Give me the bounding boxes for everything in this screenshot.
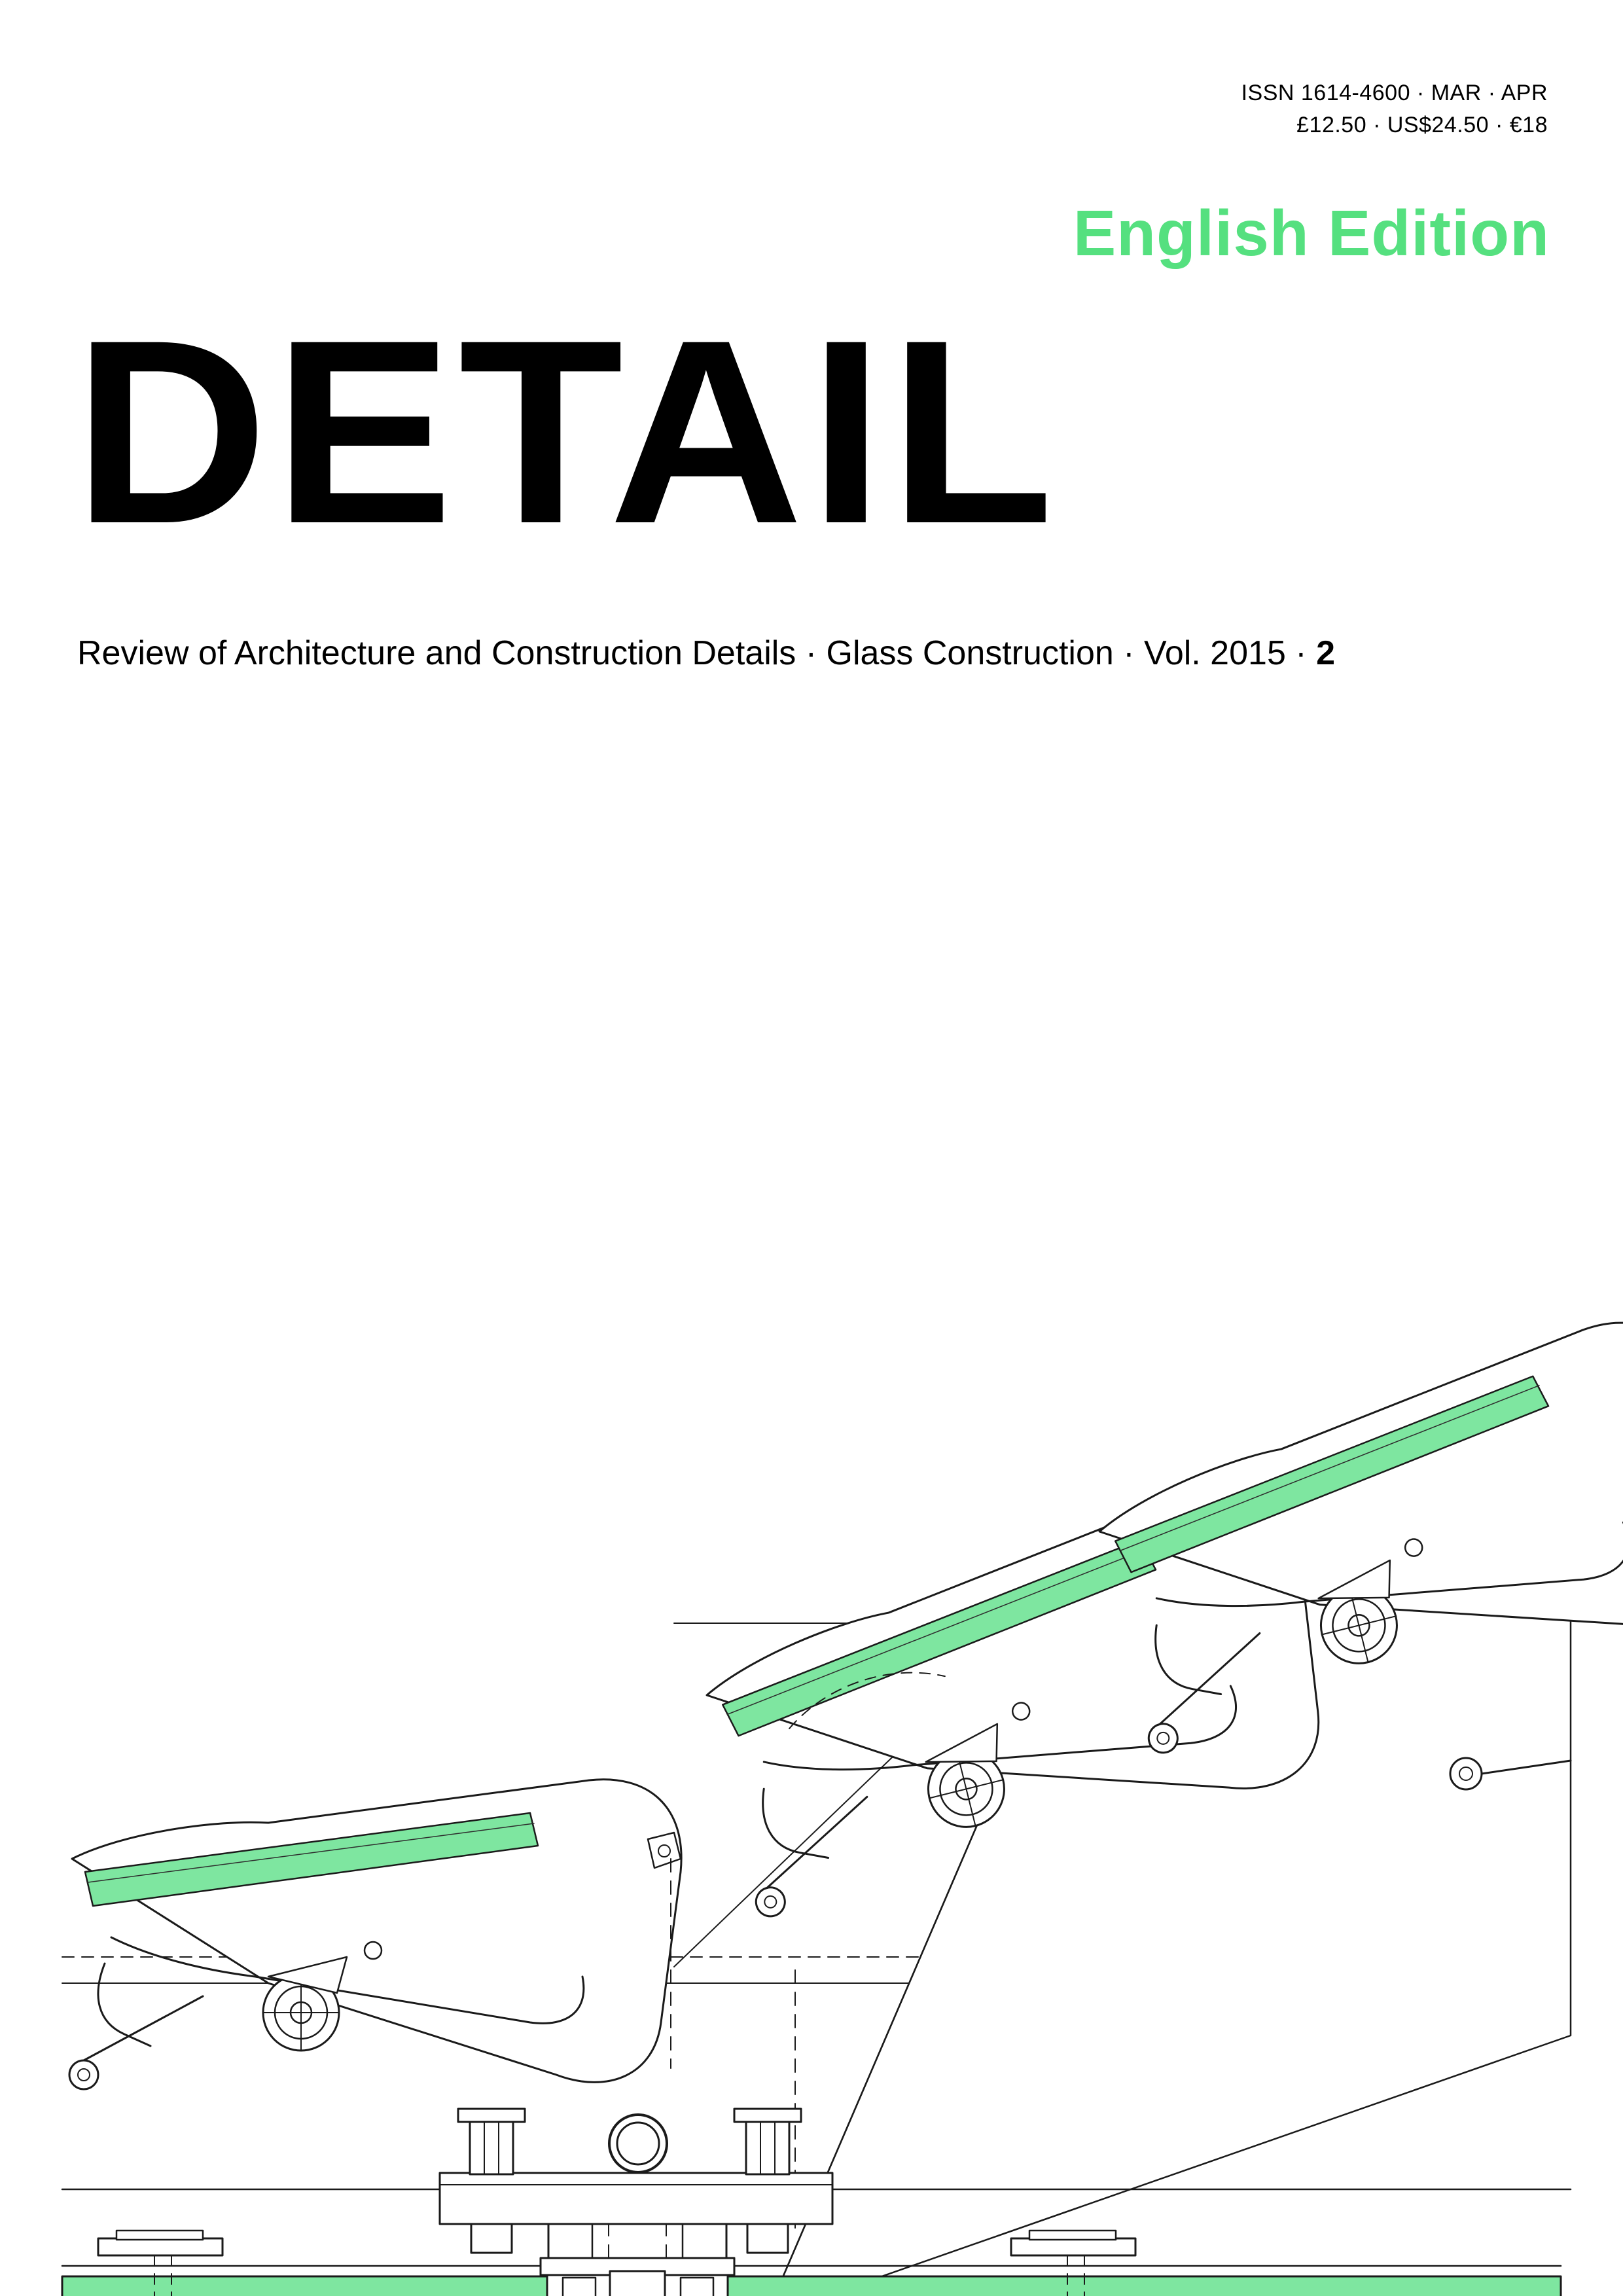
subtitle	[77, 634, 1335, 673]
edition-label: English Edition	[1073, 197, 1550, 269]
issn-price-block	[1241, 77, 1548, 142]
page-title: DETAIL	[73, 285, 1060, 578]
price-line: £12.50 · US$24.50 · €18	[1296, 113, 1548, 138]
issn-line: ISSN 1614-4600 · MAR · APR	[1241, 81, 1548, 105]
cover-illustration	[0, 753, 1623, 2296]
subtitle-issue-number: 2	[1316, 634, 1335, 672]
subtitle-main: Review of Architecture and Construction Details · Glass Construction · Vol. 2015 ·	[77, 634, 1317, 672]
